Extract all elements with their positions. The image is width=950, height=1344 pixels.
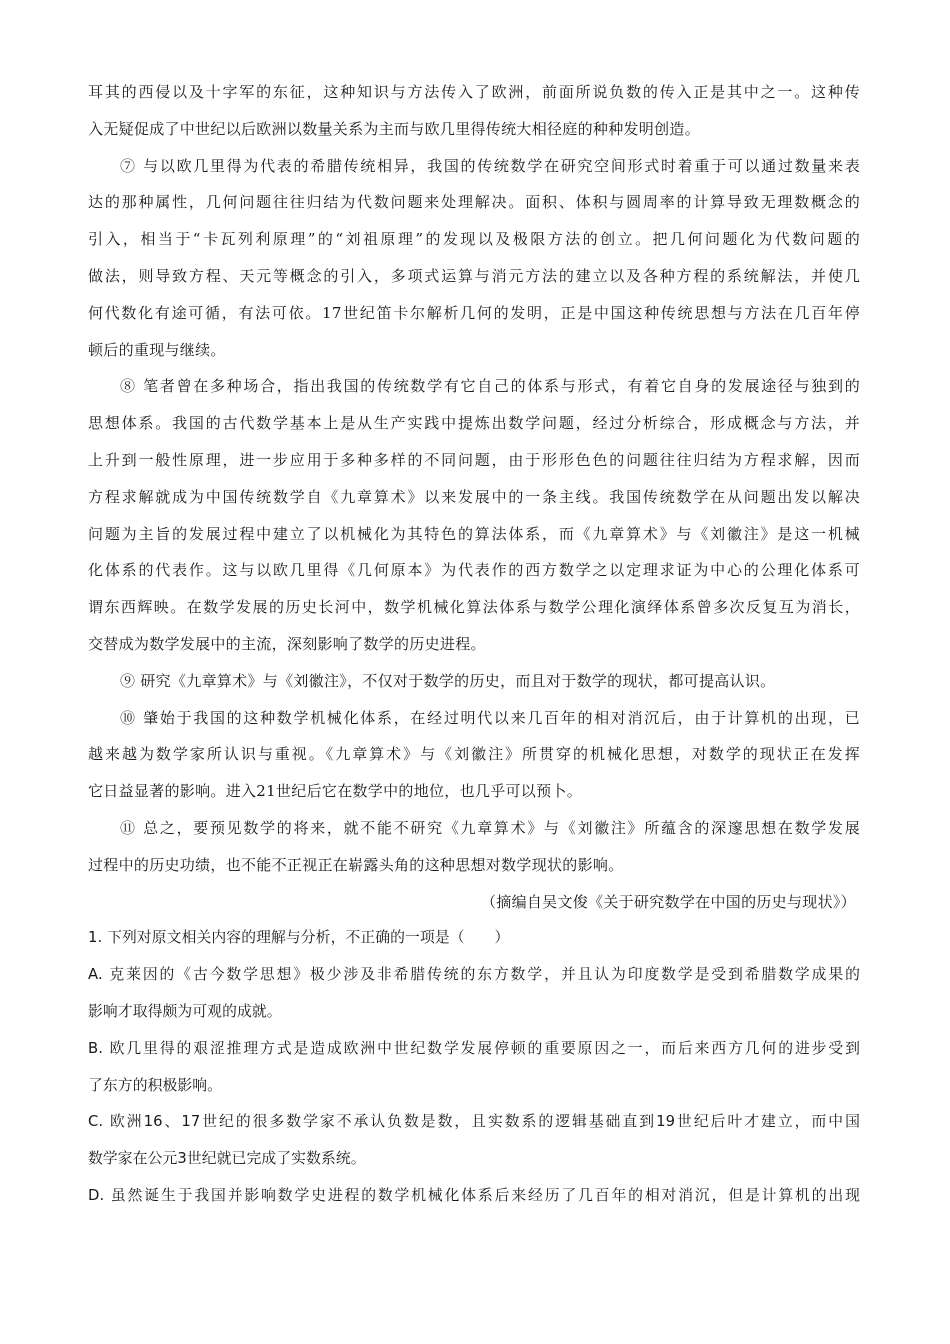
text-line: 了东方的积极影响。 xyxy=(88,1076,223,1094)
text-line: 顿后的重现与继续。 xyxy=(88,340,226,359)
passage-text xyxy=(88,74,860,920)
text-line: 引入，相当于“卡瓦列利原理”的“刘祖原理”的发现以及极限方法的创立。把几何问题化为代数问题的 xyxy=(88,230,860,249)
text-line: 达的那种属性，几何问题往往归结为代数问题来处理解决。面积、体积与圆周率的计算导致无理数概念的 xyxy=(88,193,860,212)
text-line: 何代数化有途可循，有法可依。17世纪笛卡尔解析几何的发明，正是中国这种传统思想与方法在几百年停 xyxy=(88,303,860,322)
text-line: 它日益显著的影响。进入21世纪后它在数学中的地位，也几乎可以预卜。 xyxy=(88,782,582,801)
text-line: 思想体系。我国的古代数学基本上是从生产实践中提炼出数学问题，经过分析综合，形成概念与方法，并 xyxy=(88,414,860,433)
text-line: D. 虽然诞生于我国并影响数学史进程的数学机械化体系后来经历了几百年的相对消沉，但是计算机的出现 xyxy=(88,1186,860,1204)
text-line: ⑩ 肇始于我国的这种数学机械化体系，在经过明代以来几百年的相对消沉后，由于计算机的出现，已 xyxy=(120,708,860,727)
text-line: ⑦ 与以欧几里得为代表的希腊传统相异，我国的传统数学在研究空间形式时着重于可以通过数量来表 xyxy=(120,156,860,175)
text-line: 交替成为数学发展中的主流，深刻影响了数学的历史进程。 xyxy=(88,634,486,653)
text-line: 数学家在公元3世纪就已完成了实数系统。 xyxy=(88,1150,366,1168)
text-line: 化体系的代表作。这与以欧几里得《几何原本》为代表作的西方数学之以定理求证为中心的公理化体系可 xyxy=(88,561,860,580)
document-page xyxy=(88,74,860,1215)
text-line: 影响才取得颇为可观的成就。 xyxy=(88,1002,282,1020)
text-line: 越来越为数学家所认识与重视。《九章算术》与《刘徽注》所贯穿的机械化思想，对数学的现状正在发挥 xyxy=(88,745,860,764)
text-line: 入无疑促成了中世纪以后欧洲以数量关系为主而与欧几里得传统大相径庭的种种发明创造。 xyxy=(88,119,701,138)
text-line: 过程中的历史功绩，也不能不正视正在崭露头角的这种思想对数学现状的影响。 xyxy=(88,855,624,874)
text-line: 问题为主旨的发展过程中建立了以机械化为其特色的算法体系，而《九章算术》与《刘徽注》是这一机械 xyxy=(88,524,860,543)
text-line: ⑨ 研究《九章算术》与《刘徽注》，不仅对于数学的历史，而且对于数学的现状，都可提高认识。 xyxy=(120,671,776,690)
text-line: （摘编自吴文俊《关于研究数学在中国的历史与现状》） xyxy=(480,892,856,911)
text-line: B. 欧几里得的艰涩推理方式是造成欧洲中世纪数学发展停顿的重要原因之一，而后来西方几何的进步受到 xyxy=(88,1039,860,1057)
text-line: 做法，则导致方程、天元等概念的引入，多项式运算与消元方法的建立以及各种方程的系统解法，并使几 xyxy=(88,266,860,285)
text-line: ⑧ 笔者曾在多种场合，指出我国的传统数学有它自己的体系与形式，有着它自身的发展途径与独到的 xyxy=(120,377,860,396)
text-line: 1. 下列对原文相关内容的理解与分析，不正确的一项是（ ） xyxy=(88,929,510,947)
text-line: C. 欧洲16、17世纪的很多数学家不承认负数是数，且实数系的逻辑基础直到19世纪后叶才建立，而中国 xyxy=(88,1113,860,1131)
text-line: 方程求解就成为中国传统数学自《九章算术》以来发展中的一条主线。我国传统数学在从问题出发以解决 xyxy=(88,487,860,506)
text-line: A. 克莱因的《古今数学思想》极少涉及非希腊传统的东方数学，并且认为印度数学是受到希腊数学成果的 xyxy=(88,966,860,984)
question-1 xyxy=(88,920,860,1214)
text-line: ⑪ 总之，要预见数学的将来，就不能不研究《九章算术》与《刘徽注》所蕴含的深邃思想在数学发展 xyxy=(120,818,860,837)
text-line: 耳其的西侵以及十字军的东征，这种知识与方法传入了欧洲，前面所说负数的传入正是其中之一。这种传 xyxy=(88,83,860,101)
text-line: 上升到一般性原理，进一步应用于多种多样的不同问题，由于形形色色的问题往往归结为方程求解，因而 xyxy=(88,450,860,469)
text-line: 谓东西辉映。在数学发展的历史长河中，数学机械化算法体系与数学公理化演绎体系曾多次反复互为消长， xyxy=(88,598,860,617)
